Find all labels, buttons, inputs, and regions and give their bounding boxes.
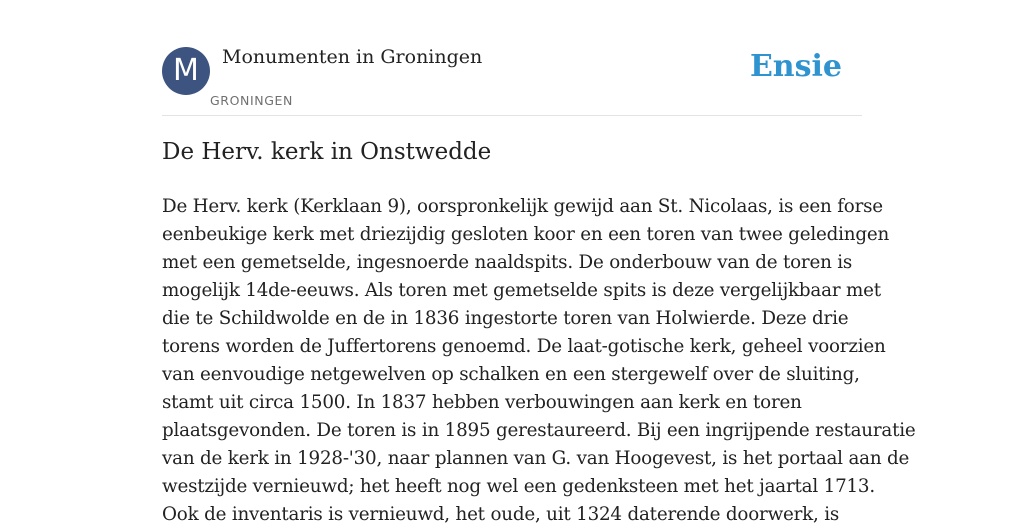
body-line: mogelijk 14de-eeuws. Als toren met gemetselde spits is deze vergelijkbaar met: [162, 280, 881, 301]
body-line: van de kerk in 1928-'30, naar plannen van G. van Hoogevest, is het portaal aan de: [162, 448, 910, 469]
brand-logo[interactable]: Ensie: [749, 49, 842, 84]
page: [162, 0, 916, 525]
body-line: Ook de inventaris is vernieuwd, het oude, uit 1324 daterende doorwerk, is: [162, 504, 840, 525]
body-line: torens worden de Juffertorens genoemd. De laat-gotische kerk, geheel voorzien: [162, 336, 886, 357]
article-body: [162, 193, 916, 529]
category-link[interactable]: GRONINGEN: [210, 93, 293, 108]
article-title: De Herv. kerk in Onstwedde: [162, 139, 492, 165]
body-line: met een gemetselde, ingesnoerde naaldspits. De onderbouw van de toren is: [162, 252, 853, 273]
body-line: van eenvoudige netgewelven op schalken en een stergewelf over de sluiting,: [162, 364, 860, 385]
site-title-link[interactable]: Monumenten in Groningen: [222, 46, 483, 68]
body-line: westzijde vernieuwd; het heeft nog wel een gedenksteen met het jaartal 1713.: [162, 476, 875, 497]
avatar[interactable]: M: [162, 47, 210, 95]
body-line: die te Schildwolde en de in 1836 ingestorte toren van Holwierde. Deze drie: [162, 308, 849, 329]
body-line: De Herv. kerk (Kerklaan 9), oorspronkelijk gewijd aan St. Nicolaas, is een forse: [162, 196, 883, 217]
body-line: eenbeukige kerk met driezijdig gesloten koor en een toren van twee geledingen: [162, 224, 890, 245]
body-line: plaatsgevonden. De toren is in 1895 gerestaureerd. Bij een ingrijpende restauratie: [162, 420, 916, 441]
body-line: stamt uit circa 1500. In 1837 hebben verbouwingen aan kerk en toren: [162, 392, 802, 413]
site-header: [162, 0, 862, 116]
